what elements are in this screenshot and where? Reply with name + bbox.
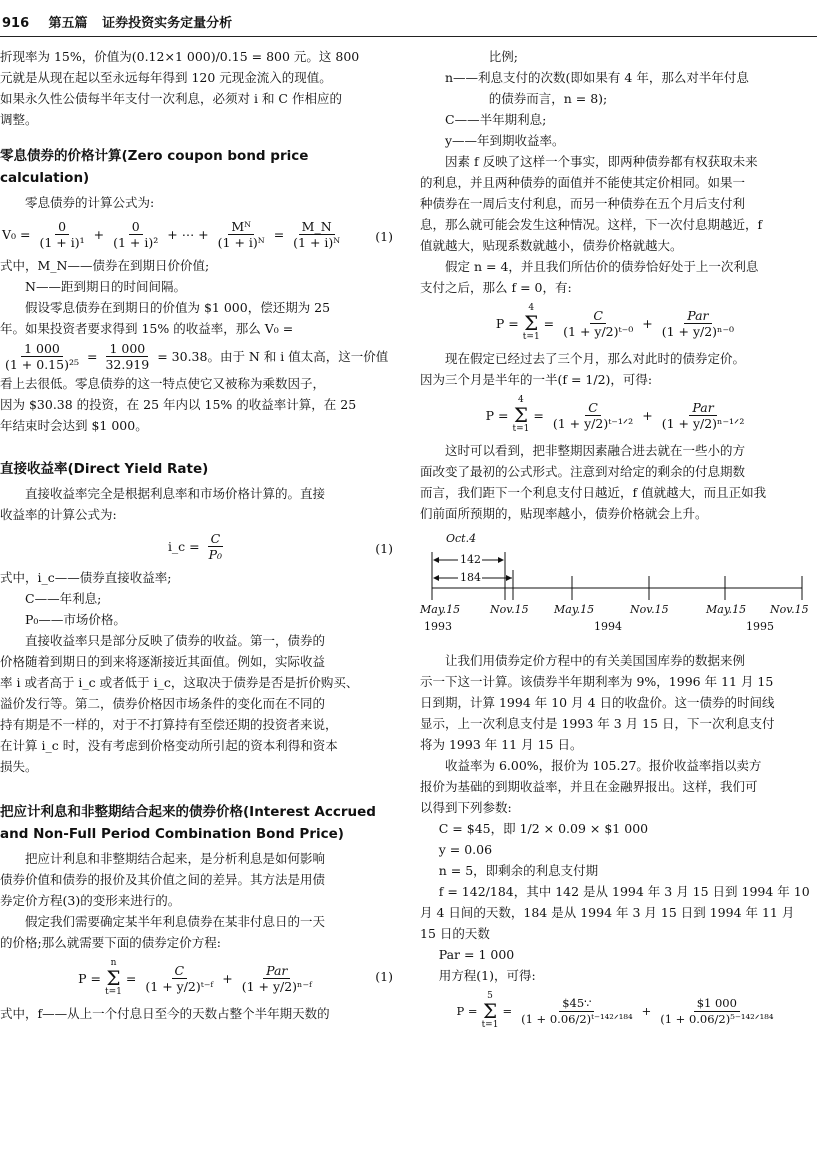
numerator: C [590, 308, 606, 324]
numerator: C [208, 531, 224, 547]
definition: P₀——市场价格。 [25, 612, 126, 627]
operator: = [543, 315, 555, 331]
sum-upper: 4 [528, 303, 535, 313]
body-line: 报价为基础的到期收益率，并且在金融界报出。这样，我们可 [420, 779, 758, 794]
body-line: 用方程(1)，可得: [438, 968, 536, 983]
numerator: C [172, 963, 188, 979]
left-column [0, 46, 395, 1024]
eq-lhs: i_c = [167, 538, 200, 554]
eq-lhs: P = [485, 407, 509, 423]
operator: + [642, 315, 653, 331]
definition: C——年利息; [25, 591, 102, 606]
body-line: 息，那么就可能会发生这种情况。这样，下一次付息期越近，f [420, 217, 763, 232]
body-line: 直接收益率只是部分反映了债券的收益。第一，债券的 [25, 633, 326, 648]
operator: = [86, 348, 98, 364]
denominator: (1 + i)¹ [39, 234, 85, 250]
date-label [630, 603, 669, 616]
body-line: 把应计利息和非整期结合起来，是分析利息是如何影响 [25, 851, 326, 866]
sigma-icon: Σ [482, 999, 498, 1023]
body-line: 面改变了最初的公式形式。注意到对给定的剩余的付息期数 [420, 464, 746, 479]
bond-pricing-equation [0, 956, 395, 1000]
days-184-label: 184 [460, 571, 481, 584]
body-line: 现在假定已经过去了三个月，那么对此时的债券定价。 [445, 351, 746, 366]
header-rule [0, 36, 817, 37]
sum-lower: t=1 [512, 424, 530, 434]
date-label [490, 603, 529, 616]
definition: N——距到期日的时间间隔。 [25, 279, 186, 294]
section-heading-direct-yield: 直接收益率(Direct Yield Rate) [0, 461, 209, 477]
sum-lower: t=1 [105, 987, 122, 997]
fraction [290, 219, 343, 250]
intro-line: 元就是从现在起以至永远每年得到 120 元现金流入的现值。 [0, 70, 332, 85]
arrowhead-icon [433, 557, 439, 563]
year-label: 1993 [424, 620, 452, 633]
intro-line: 调整。 [0, 112, 38, 127]
summation [512, 396, 529, 434]
denominator: P₀ [208, 546, 223, 562]
denominator: (1 + i)ᴺ [217, 234, 265, 250]
body-line: 债券价值和债券的报价及其价值之间的差异。其方法是用债 [0, 872, 326, 887]
numerator: 0 [55, 219, 69, 235]
definition: 式中，i_c——债券直接收益率; [0, 570, 172, 585]
numerator: 0 [129, 219, 143, 235]
definition: n——利息支付的次数(即如果有 4 年，那么对半年付息 [445, 70, 749, 85]
body-line: 支付之后，那么 f = 0，有: [420, 280, 572, 295]
operator: = [533, 407, 544, 423]
body-line: 年。如果投资者要求得到 15% 的收益率，那么 V₀ = [0, 321, 294, 336]
date-text: Nov.15 [490, 603, 529, 616]
body-line: 溢价发行等。第二，债券价格因市场条件的变化而在不同的 [0, 696, 326, 711]
fraction [142, 963, 216, 994]
operator: + [642, 407, 653, 423]
summation [523, 304, 540, 342]
arrowhead-icon [433, 575, 439, 581]
direct-yield-equation [0, 528, 395, 564]
body-line: 券定价方程(3)的变形来进行的。 [0, 893, 181, 908]
body-line: 因为三个月是半年的一半(f = 1/2)，可得: [420, 372, 653, 387]
definition: y——年到期收益率。 [445, 133, 565, 148]
body-line: 将为 1993 年 11 月 15 日。 [420, 737, 583, 752]
fraction [239, 963, 315, 994]
parameter: Par = 1 000 [438, 947, 515, 962]
equation-f-half [420, 393, 815, 437]
numerator: 1 000 [21, 341, 63, 357]
denominator: (1 + i)² [113, 234, 159, 250]
intro-line: 如果永久性公债每半年支付一次利息，必须对 i 和 C 作相应的 [0, 91, 342, 106]
operator: + [93, 226, 105, 242]
section-heading-accrued: 把应计利息和非整期结合起来的债券价格(Interest Accrued and Non-Full Period Combination Bond Price) [0, 804, 376, 842]
parameter: y = 0.06 [438, 842, 493, 857]
definition-cont: 的债券而言，n = 8); [488, 91, 608, 106]
fraction [659, 308, 737, 339]
equation-f-zero [420, 301, 815, 345]
numerator: Par [263, 963, 290, 979]
body-line: 以得到下列参数: [420, 800, 512, 815]
right-column [420, 46, 815, 1036]
body-line: 让我们用债券定价方程中的有关美国国库券的数据来例 [445, 653, 746, 668]
body-line: 值就越大，贴现系数就越小，债券价格就越大。 [420, 238, 683, 253]
sum-upper: n [110, 958, 117, 968]
denominator: (1 + y/2)ᵗ⁻¹ᐟ² [552, 415, 634, 431]
definition: 式中，f——从上一个付息日至今的天数占整个半年期天数的 [0, 1006, 330, 1021]
body-line: 种债券在一周后支付利息，而另一种债券在五个月后支付利 [420, 196, 746, 211]
fraction [37, 219, 88, 250]
operator: = [125, 970, 137, 986]
calc-result: = 30.38。由于 N 和 i 值太高，这一价值 [157, 348, 389, 364]
sum-upper: 4 [518, 395, 524, 405]
denominator: (1 + y/2)ᵗ⁻ᶠ [145, 978, 214, 994]
body-line: 损失。 [0, 759, 38, 774]
operator: + [641, 1003, 652, 1018]
denominator: 32.919 [105, 356, 150, 372]
year-label: 1995 [746, 620, 774, 633]
fraction [2, 341, 82, 372]
date-label [706, 603, 746, 616]
operator: = [273, 226, 285, 242]
body-line: 示一下这一计算。该债券半年期利率为 9%，1996 年 11 月 15 [420, 674, 774, 689]
sum-lower: t=1 [481, 1020, 499, 1030]
fraction [215, 219, 268, 250]
operator: + ⋯ + [167, 226, 209, 242]
bond-timeline [420, 530, 815, 642]
fraction [110, 219, 161, 250]
zero-intro: 零息债券的计算公式为: [25, 195, 155, 210]
section-heading-zero-coupon: 零息债券的价格计算(Zero coupon bond price calculation) [0, 148, 309, 186]
fraction [659, 400, 748, 431]
numerator: M_N [299, 219, 335, 235]
date-label [420, 603, 460, 616]
eq-lhs: P = [78, 970, 102, 986]
fraction [550, 400, 636, 431]
numerator: Par [689, 400, 716, 416]
body-line: 价格随着到期日的到来将逐渐接近其面值。例如，实际收益 [0, 654, 326, 669]
numerator: C [585, 400, 601, 416]
denominator: (1 + y/2)ᵗ⁻⁰ [563, 323, 634, 339]
summation [105, 959, 122, 997]
body-line: 假定我们需要确定某半年利息债券在某非付息日的一天 [25, 914, 326, 929]
sigma-icon: Σ [513, 403, 528, 427]
denominator: (1 + y/2)ⁿ⁻ᶠ [241, 978, 312, 994]
eq-lhs: P = [495, 315, 519, 331]
eq-lhs: V₀ = [2, 226, 31, 242]
date-label [554, 603, 594, 616]
definition: 式中，M_N——债券在到期日价价值; [0, 258, 210, 273]
date-text: May.15 [706, 603, 747, 616]
oct-label: Oct.4 [446, 532, 477, 545]
fraction [518, 996, 635, 1027]
parameter: n = 5，即剩余的利息支付期 [438, 863, 599, 878]
parameter: f = 142/184，其中 142 是从 1994 年 3 月 15 日到 1994 年 10 [438, 884, 810, 899]
arrowhead-icon [506, 575, 512, 581]
arrowhead-icon [498, 557, 504, 563]
denominator: (1 + 0.06/2)ᵗ⁻¹⁴²ᐟ¹⁸⁴ [521, 1011, 633, 1026]
parameter-cont: 15 日的天数 [420, 926, 490, 941]
date-text: Nov.15 [770, 603, 809, 616]
body-line: 率 i 或者高于 i_c 或者低于 i_c，这取决于债券是否是折价购买、 [0, 675, 359, 690]
body-line: 显示，上一次利息支付是 1993 年 3 月 15 日，下一次利息支付 [420, 716, 775, 731]
eq-lhs: P = [456, 1003, 478, 1018]
equation-number: (1) [375, 969, 393, 984]
denominator: (1 + 0.15)²⁵ [5, 356, 79, 372]
body-line: 这时可以看到，把非整期因素融合进去就在一些小的方 [445, 443, 746, 458]
body-line: 在计算 i_c 时，没有考虑到价格变动所引起的资本利得和资本 [0, 738, 338, 753]
fraction [206, 531, 225, 562]
fraction [657, 996, 776, 1027]
date-label [770, 603, 809, 616]
definition-cont: 比例; [488, 49, 518, 64]
sigma-icon: Σ [106, 966, 121, 990]
sum-upper: 5 [487, 991, 493, 1001]
page-number: 916 [2, 16, 30, 31]
final-equation [420, 989, 815, 1033]
numerator: Mᴺ [228, 219, 254, 235]
denominator: (1 + 0.06/2)⁵⁻¹⁴²ᐟ¹⁸⁴ [660, 1011, 774, 1026]
date-text: May.15 [420, 603, 461, 616]
part-label: 第五篇 [48, 16, 88, 31]
numerator: $1 000 [694, 996, 740, 1012]
body-line: 直接收益率完全是根据利息率和市场价格计算的。直接 [25, 486, 326, 501]
date-text: Nov.15 [630, 603, 669, 616]
date-text: May.15 [554, 603, 595, 616]
days-142-label: 142 [460, 553, 481, 566]
operator: + [222, 970, 233, 986]
fraction [102, 341, 152, 372]
body-line: 收益率为 6.00%，报价为 105.27。报价收益率指以卖方 [445, 758, 762, 773]
body-line: 持有期是不一样的，对于不打算持有至偿还期的投资者来说， [0, 717, 338, 732]
equation-number: (1) [375, 541, 393, 556]
parameter: C = $45，即 1/2 × 0.09 × $1 000 [438, 821, 649, 836]
zero-coupon-equation [0, 216, 395, 252]
denominator: (1 + y/2)ⁿ⁻¹ᐟ² [661, 415, 745, 431]
body-line: 看上去很低。零息债券的这一特点使它又被称为乘数因子， [0, 376, 326, 391]
body-line: 的价格;那么就需要下面的债券定价方程: [0, 935, 221, 950]
body-line: 收益率的计算公式为: [0, 507, 117, 522]
body-line: 因素 f 反映了这样一个事实，即两种债券都有权获取未来 [445, 154, 758, 169]
year-label: 1994 [594, 620, 622, 633]
body-line: 而言，我们距下一个利息支付日越近，f 值就越大，而且正如我 [420, 485, 767, 500]
parameter-cont: 月 4 日间的天数，184 是从 1994 年 3 月 15 日到 1994 年 11 月 [420, 905, 795, 920]
numerator: Par [684, 308, 711, 324]
body-line: 因为 $30.38 的投资，在 25 年内以 15% 的收益率计算，在 25 [0, 397, 357, 412]
equation-number: (1) [375, 229, 393, 244]
numerator: $45∵ [559, 996, 594, 1012]
body-line: 年结束时会达到 $1 000。 [0, 418, 148, 433]
body-line: 日到期，计算 1994 年 10 月 4 日的收盘价。这一债券的时间线 [420, 695, 775, 710]
numerator: 1 000 [106, 341, 148, 357]
chapter-title: 证券投资实务定量分析 [102, 16, 233, 31]
operator: = [502, 1003, 513, 1018]
zero-calc-line [0, 339, 395, 373]
denominator: (1 + i)ᴺ [293, 234, 341, 250]
body-line: 的利息，并且两种债券的面值并不能使其定价相同。如果一 [420, 175, 746, 190]
sum-lower: t=1 [522, 332, 540, 342]
sigma-icon: Σ [524, 311, 539, 335]
body-line: 假设零息债券在到期日的价值为 $1 000，偿还期为 25 [25, 300, 331, 315]
definition: C——半年期利息; [445, 112, 547, 127]
body-line: 们前面所预期的，贴现率越小，债券价格就会上升。 [420, 506, 708, 521]
summation [482, 992, 499, 1030]
body-line: 假定 n = 4，并且我们所估价的债券恰好处于上一次利息 [445, 259, 759, 274]
page-header [0, 0, 817, 34]
denominator: (1 + y/2)ⁿ⁻⁰ [661, 323, 735, 339]
fraction [560, 308, 636, 339]
intro-line: 折现率为 15%，价值为(0.12×1 000)/0.15 = 800 元。这 800 [0, 49, 360, 64]
